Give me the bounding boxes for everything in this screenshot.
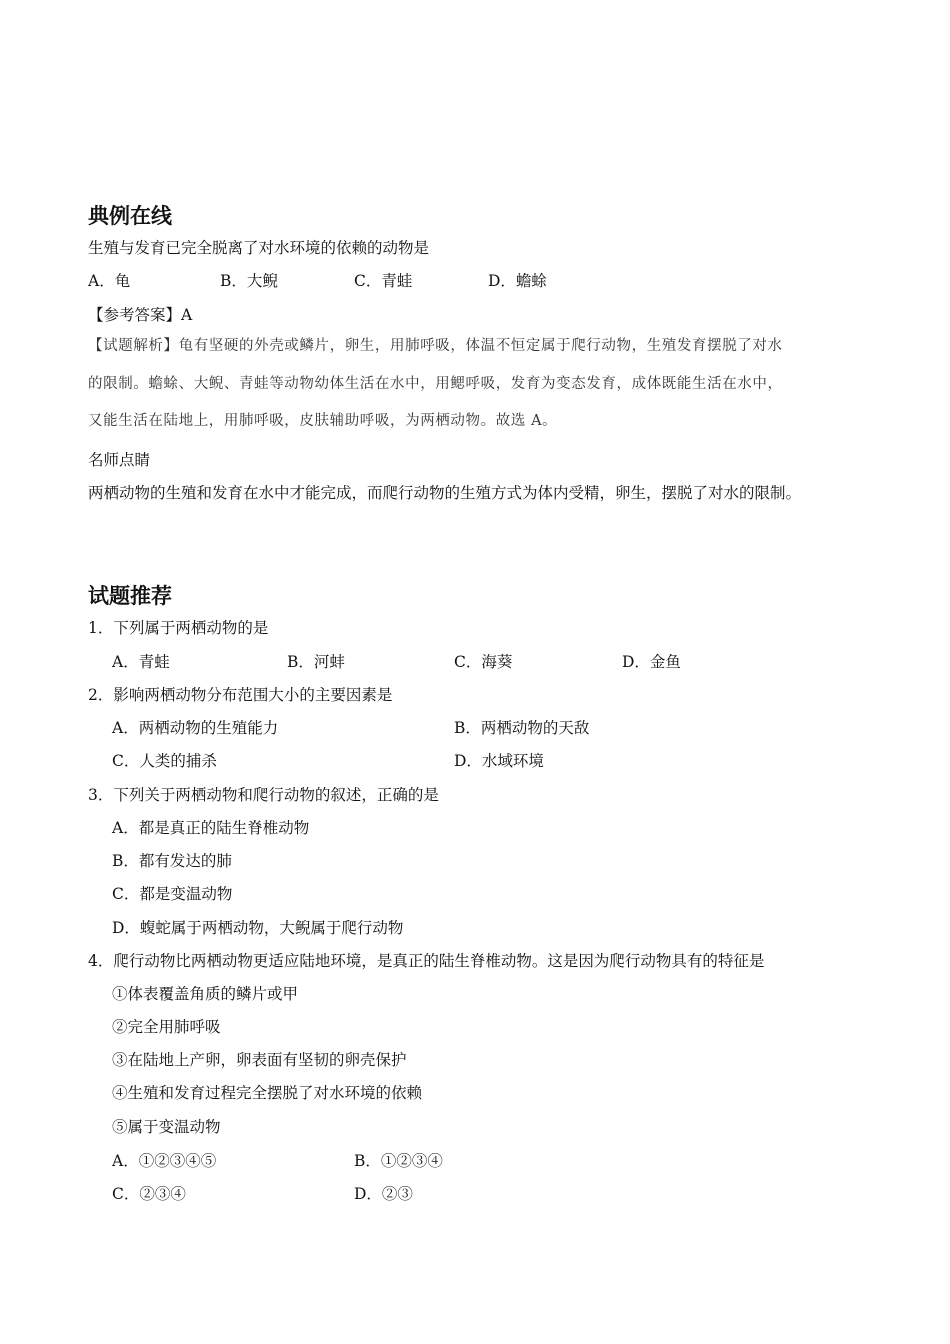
q4-option-d: D．②③ (354, 1185, 413, 1203)
q3-option-a: A．都是真正的陆生脊椎动物 (112, 819, 310, 837)
section-heading-recommend: 试题推荐 (88, 584, 172, 608)
q2-option-c: C．人类的捕杀 (112, 752, 217, 770)
q2-option-a: A．两栖动物的生殖能力 (112, 719, 279, 737)
q4-option-b: B．①②③④ (354, 1152, 443, 1170)
analysis-line-1: 【试题解析】龟有坚硬的外壳或鳞片，卵生，用肺呼吸，体温不恒定属于爬行动物，生殖发育摆脱了对水 (88, 338, 783, 354)
analysis-line-3: 又能生活在陆地上，用肺呼吸，皮肤辅助呼吸，为两栖动物。故选 A。 (88, 413, 558, 429)
q1-option-d: D．金鱼 (622, 653, 681, 671)
q4-option-c: C．②③④ (112, 1185, 186, 1203)
q4-item-1: ①体表覆盖角质的鳞片或甲 (112, 985, 299, 1003)
q4-item-5: ⑤属于变温动物 (112, 1118, 221, 1136)
q3-option-b: B．都有发达的肺 (112, 852, 232, 870)
example-option-c: C．青蛙 (354, 272, 413, 290)
teacher-tip-title: 名师点睛 (88, 451, 151, 469)
q1-stem: 1．下列属于两栖动物的是 (88, 619, 269, 637)
q2-stem: 2．影响两栖动物分布范围大小的主要因素是 (88, 686, 393, 704)
q3-stem: 3．下列关于两栖动物和爬行动物的叙述，正确的是 (88, 786, 439, 804)
q4-option-a: A．①②③④⑤ (112, 1152, 217, 1170)
q4-item-4: ④生殖和发育过程完全摆脱了对水环境的依赖 (112, 1084, 423, 1102)
q2-option-b: B．两栖动物的天敌 (454, 719, 590, 737)
q3-option-c: C．都是变温动物 (112, 885, 233, 903)
q1-option-b: B．河蚌 (287, 653, 345, 671)
section-heading-example: 典例在线 (88, 204, 172, 228)
example-option-b: B．大鲵 (220, 272, 278, 290)
q4-item-2: ②完全用肺呼吸 (112, 1018, 221, 1036)
q2-option-d: D．水域环境 (454, 752, 544, 770)
q1-option-a: A．青蛙 (112, 653, 170, 671)
teacher-tip-text: 两栖动物的生殖和发育在水中才能完成，而爬行动物的生殖方式为体内受精，卵生，摆脱了对水的限制。 (88, 484, 802, 502)
example-question: 生殖与发育已完全脱离了对水环境的依赖的动物是 (88, 239, 430, 257)
example-option-a: A．龟 (88, 272, 131, 290)
analysis-line-2: 的限制。蟾蜍、大鲵、青蛙等动物幼体生活在水中，用鳃呼吸，发育为变态发育，成体既能生活在水中， (88, 376, 783, 392)
example-option-d: D．蟾蜍 (488, 272, 547, 290)
q4-item-3: ③在陆地上产卵，卵表面有坚韧的卵壳保护 (112, 1051, 407, 1069)
q1-option-c: C．海葵 (454, 653, 513, 671)
reference-answer: 【参考答案】A (88, 306, 193, 324)
q3-option-d: D．蝮蛇属于两栖动物，大鲵属于爬行动物 (112, 919, 404, 937)
q4-stem: 4．爬行动物比两栖动物更适应陆地环境，是真正的陆生脊椎动物。这是因为爬行动物具有的特征是 (88, 952, 765, 970)
